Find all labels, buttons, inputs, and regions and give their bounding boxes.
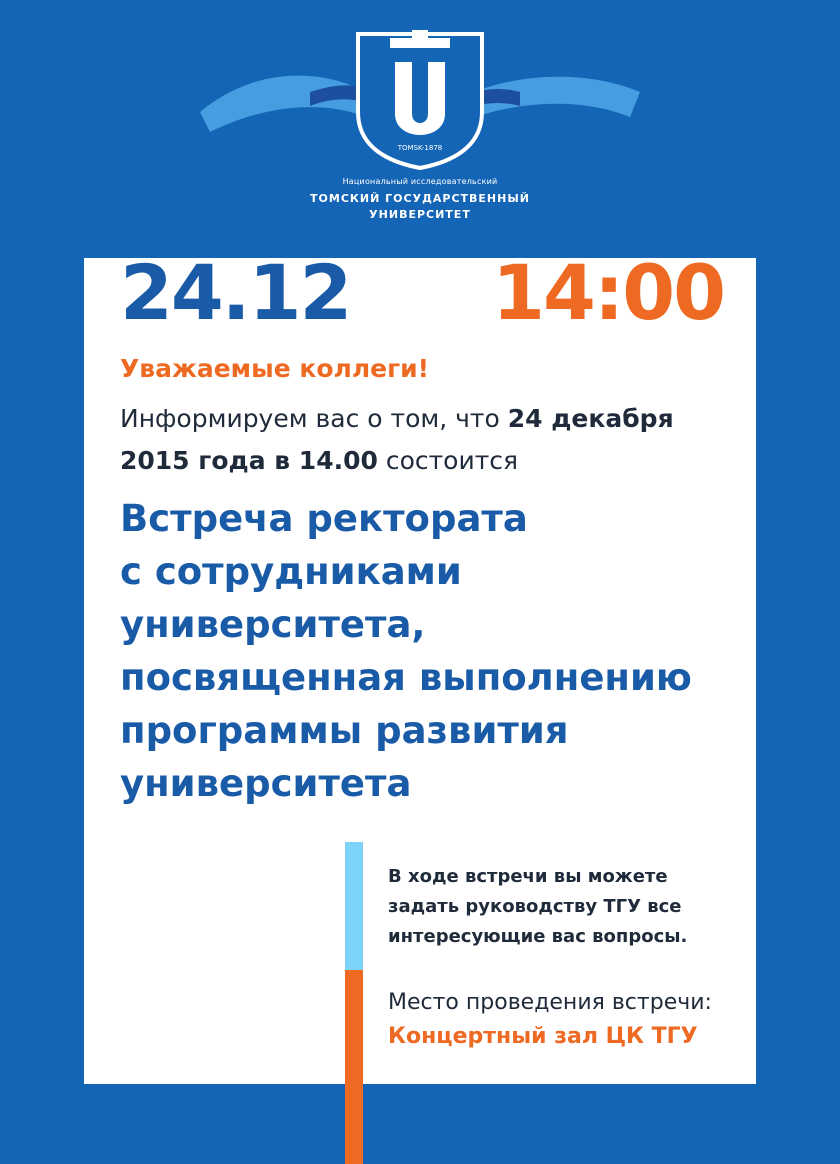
intro-prefix: Информируем вас о том, что: [120, 404, 508, 433]
venue-name: Концертный зал ЦК ТГУ: [388, 1024, 698, 1049]
intro-paragraph: [120, 398, 720, 482]
note-line: В ходе встречи вы можете: [388, 866, 668, 887]
questions-note: [388, 862, 728, 952]
logo-caption-small: Национальный исследовательский: [342, 177, 498, 186]
event-date: 24.12: [120, 248, 351, 337]
event-headline: [120, 492, 730, 810]
intro-date-bold: 24 декабря 2015 года в 14.00: [120, 404, 674, 475]
headline-line: Встреча ректората: [120, 497, 528, 540]
headline-line: с сотрудниками: [120, 550, 462, 593]
logo-caption-line1: ТОМСКИЙ ГОСУДАРСТВЕННЫЙ: [310, 192, 530, 205]
note-line: задать руководству ТГУ все: [388, 896, 682, 917]
accent-bar-orange: [345, 970, 363, 1164]
logo-caption-line2: УНИВЕРСИТЕТ: [369, 208, 471, 221]
headline-line: программы развития: [120, 709, 569, 752]
headline-line: университета,: [120, 603, 426, 646]
venue-label: Место проведения встречи:: [388, 990, 712, 1015]
event-time: 14:00: [492, 248, 724, 337]
headline-line: посвященная выполнению: [120, 656, 692, 699]
university-logo: [0, 0, 840, 258]
accent-bar-light: [345, 842, 363, 970]
note-line: интересующие вас вопросы.: [388, 926, 688, 947]
announcement-card: [84, 248, 756, 1084]
headline-line: университета: [120, 762, 412, 805]
intro-suffix: состоится: [377, 446, 519, 475]
tsu-emblem-icon: [190, 22, 650, 172]
svg-text:TOMSK-1878: TOMSK-1878: [397, 144, 443, 152]
greeting: Уважаемые коллеги!: [120, 354, 430, 383]
